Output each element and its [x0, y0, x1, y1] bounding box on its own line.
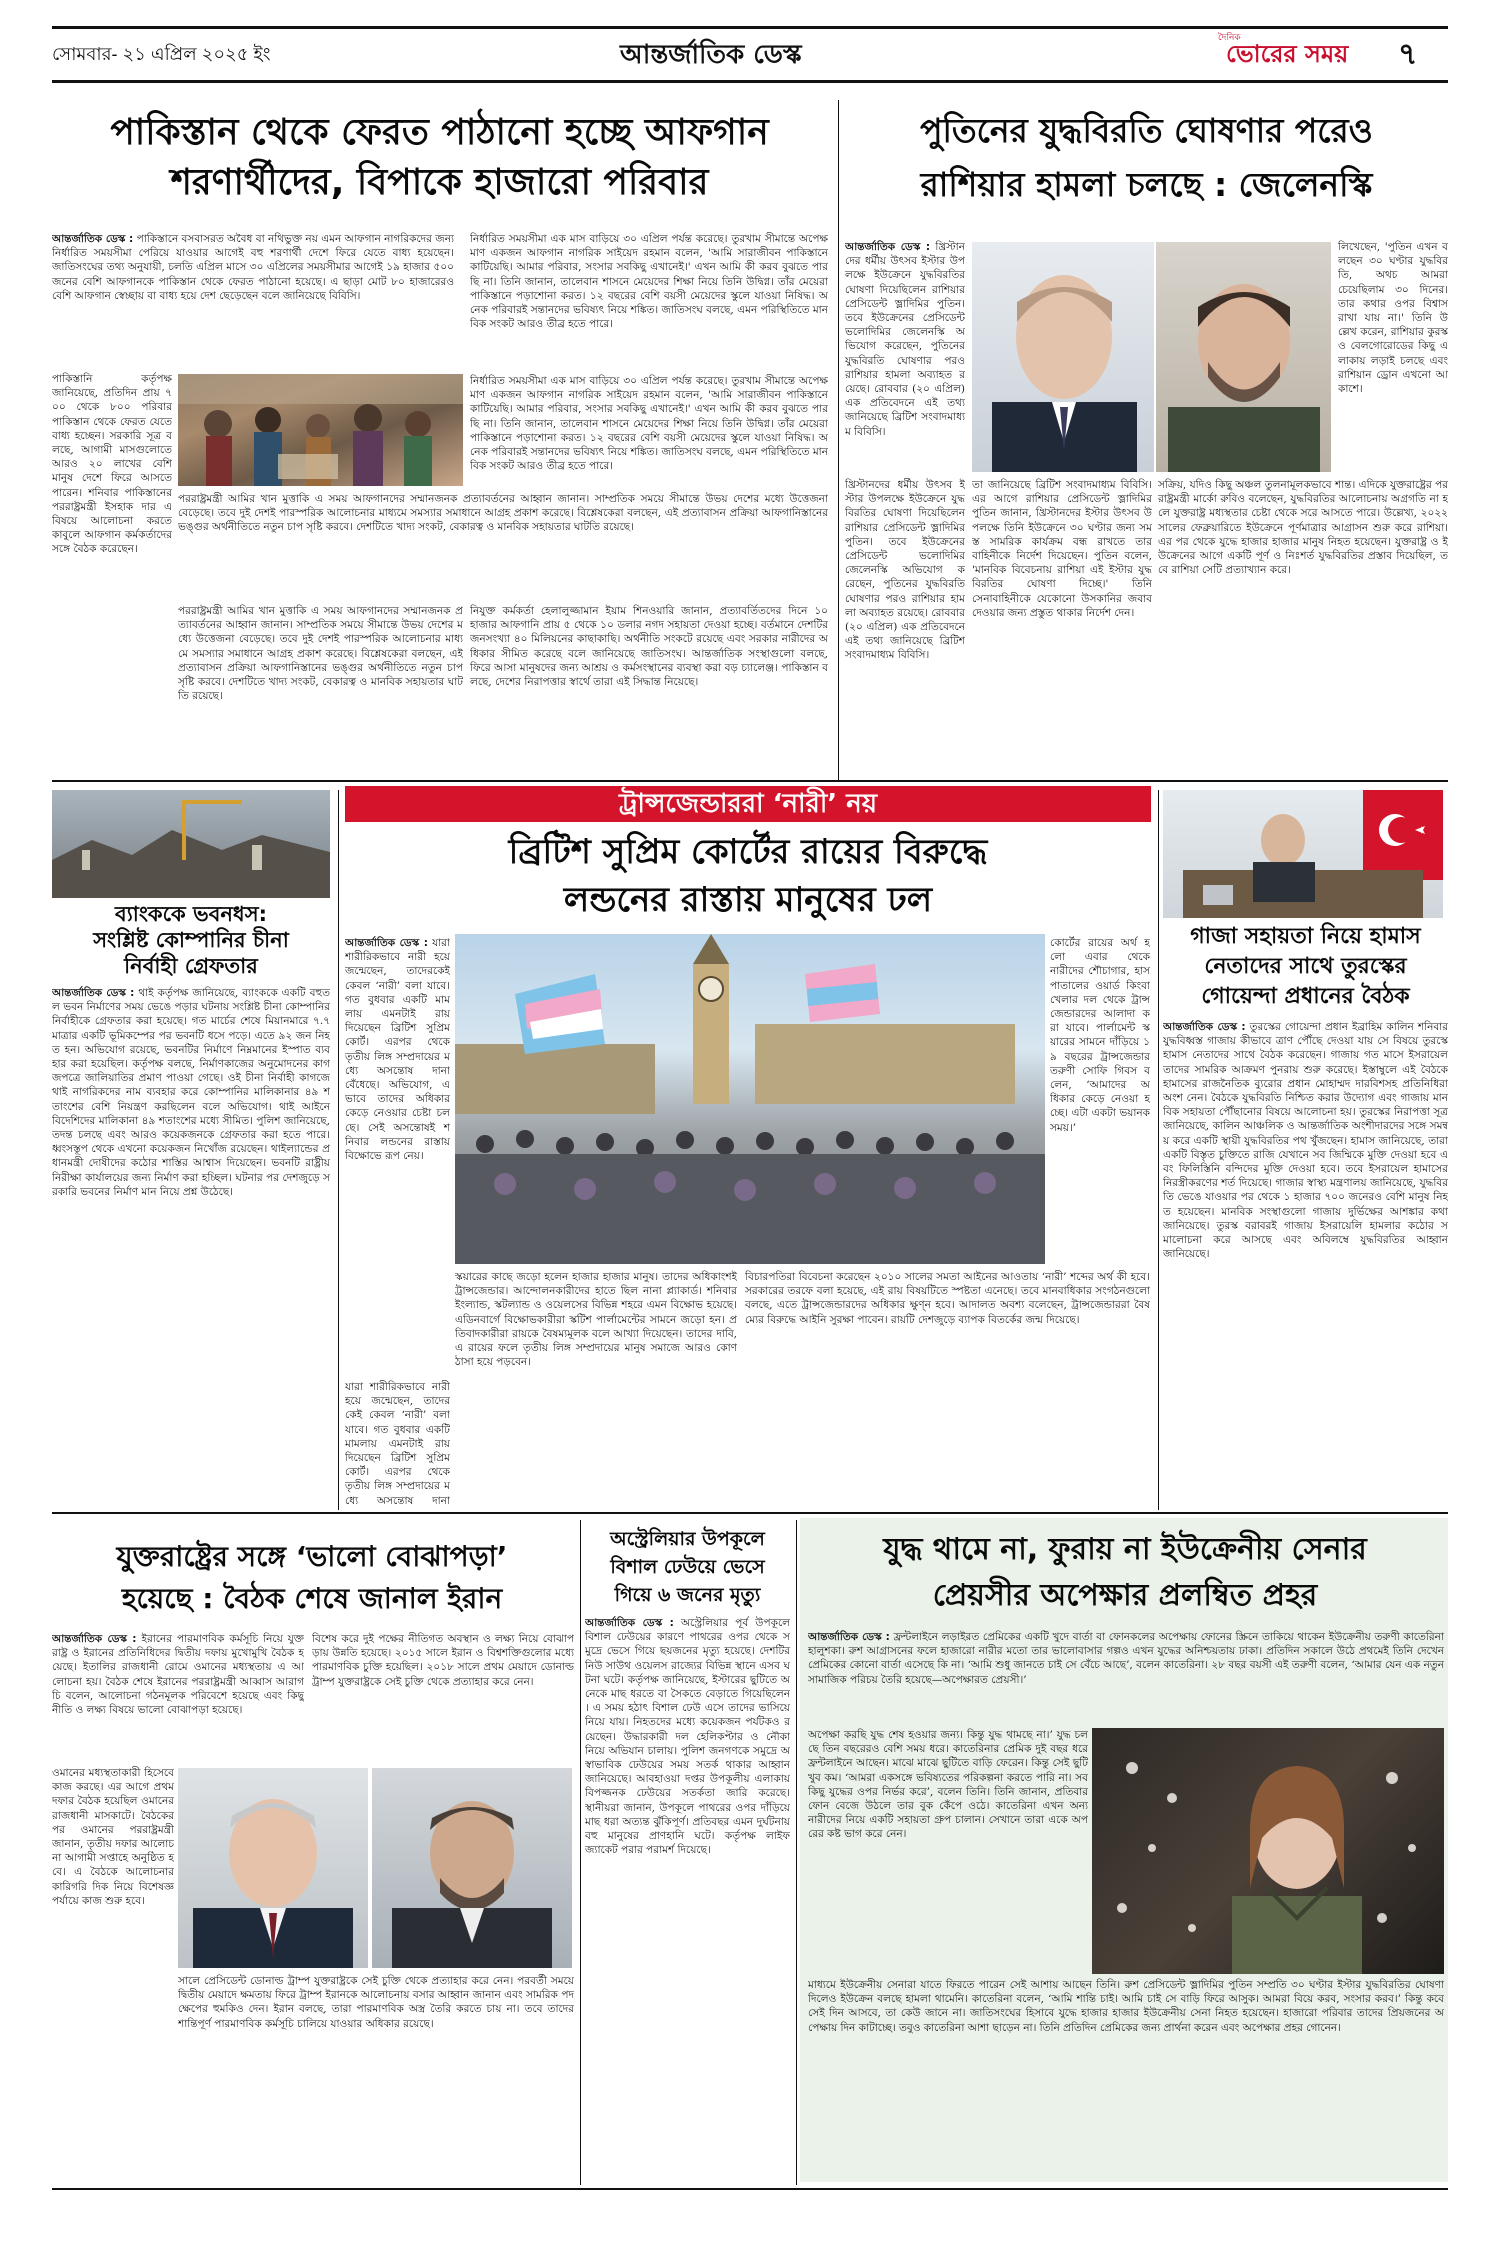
iran-body-bottom-right: সালে প্রেসিডেন্ট ডোনাল্ড ট্রাম্প যুক্তরাষ্ট্রকে সেই চুক্তি থেকে প্রত্যাহার করে নেন। পরবর্তী সময়ে দ্বিতীয় মেয়াদে ক্ষমতায় ফিরে ট্রাম্প ইরানকে আলোচনায় বসার আহ্বান জানান এবং সামরিক পদক্ষেপের হুমকিও দেন। ইরান বলছে, তারা পারমাণবিক অস্ত্র তৈরি করতে চায় না। তবে তাদের শান্তিপূর্ণ পারমাণবিক কর্মসূচি চালিয়ে যাওয়ার অধিকার রয়েছে।: [178, 1975, 574, 2030]
wave-body-text: অস্ট্রেলিয়ার পূর্ব উপকূলে বিশাল ঢেউয়ের কারণে পাথরের ওপর থেকে সমুদ্রে ভেসে গিয়ে ছয়জনের মৃত্যু হয়েছে। দেশটির নিউ সাউথ ওয়েলস রাজ্যের বিভিন্ন স্থানে এসব ঘটনা ঘটে। কর্তৃপক্ষ জানিয়েছে, ইস্টারের ছুটিতে অনেকে মাছ ধরতে বা সৈকতে বেড়াতে গিয়েছিলেন। এ সময় হঠাৎ বিশাল ঢেউ এসে তাদের ভাসিয়ে নিয়ে যায়। নিহতদের মধ্যে কয়েকজন পর্যটকও রয়েছেন। উদ্ধারকারী দল হেলিকপ্টার ও নৌকা নিয়ে অভিযান চালায়। পুলিশ জনগণকে সমুদ্রে অস্বাভাবিক ঢেউয়ের সময় সতর্ক থাকার আহ্বান জানিয়েছে। আবহাওয়া দপ্তর উপকূলীয় এলাকায় বিপজ্জনক ঢেউয়ের সতর্কতা জারি করেছে। স্থানীয়রা জানান, উপকূলে পাথরের ওপর দাঁড়িয়ে মাছ ধরা অত্যন্ত ঝুঁকিপূর্ণ। প্রতিবছর এমন দুর্ঘটনায় বহু মানুষের প্রাণহানি ঘটে। কর্তৃপক্ষ লাইফ জ্যাকেট পরার পরামর্শ দিয়েছে।: [585, 1617, 790, 1857]
gaza-desk: আন্তর্জাতিক ডেস্ক :: [1163, 1021, 1246, 1033]
header-bottom-rule: [52, 80, 1448, 83]
afghan-body-right: নির্ধারিত সময়সীমা এক মাস বাড়িয়ে ৩০ এপ্রিল পর্যন্ত করেছে। তুরখাম সীমান্তে অপেক্ষমাণ একজন আফগান নাগরিক সাইয়েদ রহমান বলেন, 'আমি সারাজীবন পাকিস্তানে কাটিয়েছি। আমার পরিবার, সংসার সবকিছু এখানেই।' এখন আমি কী করব বুঝতে পারছি না। তিনি জানান, তালেবান শাসনে মেয়েদের শিক্ষা নিয়ে তিনি উদ্বিগ্ন। তাঁর মেয়েরা পাকিস্তানে পড়াশোনা করত। ১২ বছরের বেশি বয়সী মেয়েদের স্কুলে যাওয়া নিষিদ্ধ। অনেক পরিবারই সন্তানদের ভবিষ্যৎ নিয়ে শঙ্কিত। জাতিসংঘ বলছে, এমন পরিস্থিতিতে মানবিক সংকট আরও তীব্র হতে পারে।: [470, 233, 828, 331]
bangkok-headline-2: সংশ্লিষ্ট কোম্পানির চীনা: [93, 928, 289, 952]
afghan-body-bottom: পররাষ্ট্রমন্ত্রী আমির খান মুত্তাকি এ সময় আফগানদের সম্মানজনক প্রত্যাবর্তনের আহ্বান জানান। সাম্প্রতিক সময়ে সীমান্তে উভয় দেশের মধ্যে উত্তেজনা বেড়েছে। তবে দুই দেশই পারস্পরিক আলোচনার মাধ্যমে সমস্যার সমাধানে আগ্রহ প্রকাশ করেছে। বিশ্লেষকেরা বলছেন, এই প্রত্যাবাসন প্রক্রিয়া আফগানিস্তানের ভঙ্গুর অর্থনীতিতে নতুন চাপ সৃষ্টি করবে। দেশটিতে খাদ্য সংকট, বেকারত্ব ও মানবিক সহায়তার ঘাটতি রয়েছে।: [178, 493, 828, 534]
section-title: আন্তর্জাতিক ডেস্ক: [620, 40, 802, 70]
gaza-headline-2: নেতাদের সাথে তুরস্কের: [1204, 954, 1407, 979]
ukraine-woman-photo: [1092, 1728, 1444, 1974]
iran-body-bottom-left: ওমানের মধ্যস্থতাকারী হিসেবে কাজ করছে। এর আগে প্রথম দফার বৈঠক হয়েছিল ওমানের রাজধানী মাসকাটে। বৈঠকের পর ওমানের পররাষ্ট্রমন্ত্রী জানান, তৃতীয় দফার আলোচনা আগামী সপ্তাহে অনুষ্ঠিত হবে। এ বৈঠকে আলোচনার কারিগরি দিক নিয়ে বিশেষজ্ঞ পর্যায়ে কাজ শুরু হবে।: [52, 1767, 174, 1907]
bangkok-headline-1: ব্যাংককে ভবনধস:: [115, 902, 267, 926]
afghan-body-left-text: পাকিস্তানে বসবাসরত অবৈধ বা নথিভুক্ত নয় এমন আফগান নাগরিকদের জন্য নির্ধারিত সময়সীমা পেরিয়ে যাওয়ার আগেই বহু শরণার্থী দেশে ফিরে যেতে বাধ্য হয়েছেন। জাতিসংঘের তথ্য অনুযায়ী, চলতি এপ্রিল মাসে ৩০ এপ্রিলের সময়সীমার আগেই ১৯ হাজার ৫০০ জনের বেশি আফগানকে পাকিস্তান থেকে ফেরত পাঠানো হয়েছে। এ ছাড়া মোট ৮০ হাজারেরও বেশি আফগান স্বেচ্ছায় বা বাধ্য হয়ে দেশ ছেড়েছেন বলে জানিয়েছে বিবিসি।: [52, 233, 454, 302]
ukraine-headline-1: যুদ্ধ থামে না, ফুরায় না ইউক্রেনীয় সেনার: [883, 1532, 1367, 1567]
gaza-body-text: তুরস্কের গোয়েন্দা প্রধান ইব্রাহিম কালিন শনিবার যুদ্ধবিধ্বস্ত গাজায় কীভাবে ত্রাণ পৌঁছে দেওয়া যায় সে বিষয়ে তুরস্কে হামাস নেতাদের সাথে বৈঠক করেছেন। গাজায় গত মাসে ইসরায়েল তাদের সামরিক আক্রমণ পুনরায় শুরু করেছে। ইস্তাম্বুলে এই বৈঠকে হামাসের রাজনৈতিক ব্যুরোর প্রধান মোহাম্মদ দারবিশসহ প্রতিনিধিরা অংশ নেন। বৈঠকে যুদ্ধবিরতি নিশ্চিত করার উদ্যোগ এবং গাজায় মানবিক সহায়তা পৌঁছানোর বিষয়ে আলোচনা হয়। তুরস্কের নিরাপত্তা সূত্র জানিয়েছে, কালিন আঞ্চলিক ও আন্তর্জাতিক অংশীদারদের সঙ্গে সমন্বয় করে একটি স্থায়ী যুদ্ধবিরতির পথ খুঁজছেন। হামাস জানিয়েছে, তারা একটি বিস্তৃত চুক্তিতে রাজি যেখানে সব জিম্মিকে মুক্তি দেওয়া হবে এবং ফিলিস্তিনি বন্দিদের মুক্তি দেওয়া হবে। তবে ইসরায়েল হামাসের নিরস্ত্রীকরণের শর্ত দিয়েছে। গাজার স্বাস্থ্য মন্ত্রণালয় জানিয়েছে, যুদ্ধবিরতি ভেঙে যাওয়ার পর থেকে ১ হাজার ৭০০ জনেরও বেশি মানুষ নিহত হয়েছেন। মানবিক সংস্থাগুলো গাজায় দুর্ভিক্ষের আশঙ্কার কথা জানিয়েছে। তুরস্ক বরাবরই গাজায় ইসরায়েলি হামলার কঠোর সমালোচনা করে আসছে এবং অবিলম্বে যুদ্ধবিরতির আহ্বান জানিয়েছে।: [1163, 1021, 1448, 1261]
putin-headline-1: পুতিনের যুদ্ধবিরতি ঘোষণার পরেও: [920, 111, 1373, 150]
header-date: সোমবার- ২১ এপ্রিল ২০২৫ ইং: [52, 44, 271, 64]
bangkok-desk: আন্তর্জাতিক ডেস্ক :: [52, 987, 135, 999]
afghan-headline-1: পাকিস্তান থেকে ফেরত পাঠানো হচ্ছে আফগান: [110, 112, 769, 153]
page-number: ৭: [1398, 37, 1418, 72]
footer-rule: [52, 2188, 1448, 2190]
afghan-headline-2: শরণার্থীদের, বিপাকে হাজারো পরিবার: [170, 162, 709, 203]
ukraine-desk: আন্তর্জাতিক ডেস্ক :: [808, 1631, 890, 1643]
wave-body: [585, 1616, 790, 2178]
putin-body-left-cont: খ্রিস্টানদের ধর্মীয় উৎসব ইস্টার উপলক্ষে ইউক্রেনে যুদ্ধবিরতির ঘোষণা দিয়েছিলেন রাশিয়ার প্রেসিডেন্ট ভ্লাদিমির পুতিন। তবে ইউক্রেনের প্রেসিডেন্ট ভলোদিমির জেলেনস্কি অভিযোগ করেছেন, পুতিনের যুদ্ধবিরতি ঘোষণার পরও রাশিয়ার হামলা অব্যাহত রয়েছে। রোববার (২০ এপ্রিল) এক প্রতিবেদনে এই তথ্য জানিয়েছে ব্রিটিশ সংবাদমাধ্যম বিবিসি।: [845, 479, 965, 662]
wave-headline-3: গিয়ে ৬ জনের মৃত্যু: [614, 1584, 761, 1606]
iran-body-right: বিশেষ করে দুই পক্ষের নীতিগত অবস্থান ও লক্ষ্য নিয়ে বোঝাপড়ায় উন্নতি হয়েছে। ২০১৫ সালে ইরান ও বিশ্বশক্তিগুলোর মধ্যে পারমাণবিক চুক্তি হয়েছিল। ২০১৮ সালে প্রথম মেয়াদে ডোনাল্ড ট্রাম্প যুক্তরাষ্ট্রকে সেই চুক্তি থেকে প্রত্যাহার করে নেন।: [312, 1633, 574, 1688]
gaza-body: [1163, 1020, 1448, 1506]
section-divider-1: [52, 780, 1448, 782]
column-divider-5: [796, 1520, 797, 2185]
bangkok-headline-3: নির্বাহী গ্রেফতার: [124, 954, 258, 978]
logo-small-text: দৈনিক: [1218, 33, 1241, 43]
iran-body-left: [52, 1632, 304, 1764]
trans-body-left-cont: যারা শারীরিকভাবে নারী হয়ে জন্মেছেন, তাদেরকেই কেবল ‘নারী’ বলা যাবে। গত বুধবার একটি মামলায় এমনটাই রায় দিয়েছেন ব্রিটিশ সুপ্রিম কোর্ট। এরপর থেকে তৃতীয় লিঙ্গ সম্প্রদায়ের মধ্যে অসন্তোষ দানা: [345, 1381, 450, 1506]
ukraine-headline-2: প্রেয়সীর অপেক্ষার প্রলম্বিত প্রহর: [932, 1578, 1318, 1613]
wave-headline-2: বিশাল ঢেউয়ে ভেসে: [610, 1556, 765, 1578]
afghan-refugees-photo: [178, 374, 463, 486]
afghan-body-right-lower: নির্ধারিত সময়সীমা এক মাস বাড়িয়ে ৩০ এপ্রিল পর্যন্ত করেছে। তুরখাম সীমান্তে অপেক্ষমাণ একজন আফগান নাগরিক সাইয়েদ রহমান বলেন, 'আমি সারাজীবন পাকিস্তানে কাটিয়েছি। আমার পরিবার, সংসার সবকিছু এখানেই।' এখন আমি কী করব বুঝতে পারছি না। তিনি জানান, তালেবান শাসনে মেয়েদের শিক্ষা নিয়ে তিনি উদ্বিগ্ন। তাঁর মেয়েরা পাকিস্তানে পড়াশোনা করত। ১২ বছরের বেশি বয়সী মেয়েদের স্কুলে যাওয়া নিষিদ্ধ। অনেক পরিবারই সন্তানদের ভবিষ্যৎ নিয়ে শঙ্কিত। জাতিসংঘ বলছে, এমন পরিস্থিতিতে মানবিক সংকট আরও তীব্র হতে পারে।: [470, 375, 828, 473]
putin-body-bottom-left: তা জানিয়েছে ব্রিটিশ সংবাদমাধ্যম বিবিসি। এর আগে রাশিয়ার প্রেসিডেন্ট ভ্লাদিমির পুতিন জানান, খ্রিস্টানদের ইস্টার উৎসব উপলক্ষে তিনি ইউক্রেনে ৩০ ঘণ্টার জন্য সমস্ত সামরিক কার্যক্রম বন্ধ রাখতে তার বাহিনীকে নির্দেশ দিয়েছেন। পুতিন বলেন, 'মানবিক বিবেচনায় রাশিয়া এই ইস্টার যুদ্ধবিরতির ঘোষণা দিচ্ছে।' তিনি সেনাবাহিনীকে যেকোনো উসকানির জবাব দেওয়ার জন্য প্রস্তুত থাকার নির্দেশ দেন।: [972, 479, 1152, 619]
trans-headline-1: ব্রিটিশ সুপ্রিম কোর্টের রায়ের বিরুদ্ধে: [508, 832, 988, 872]
afghan-body-bottom-3: পররাষ্ট্রমন্ত্রী আমির খান মুত্তাকি এ সময় আফগানদের সম্মানজনক প্রত্যাবর্তনের আহ্বান জানান। সাম্প্রতিক সময়ে সীমান্তে উভয় দেশের মধ্যে উত্তেজনা বেড়েছে। তবে দুই দেশই পারস্পরিক আলোচনার মাধ্যমে সমস্যার সমাধানে আগ্রহ প্রকাশ করেছে। বিশ্লেষকেরা বলছেন, এই প্রত্যাবাসন প্রক্রিয়া আফগানিস্তানের ভঙ্গুর অর্থনীতিতে নতুন চাপ সৃষ্টি করবে। দেশটিতে খাদ্য সংকট, বেকারত্ব ও মানবিক সহায়তার ঘাটতি রয়েছে।: [178, 605, 463, 703]
wave-headline-1: অস্ট্রেলিয়ার উপকূলে: [610, 1528, 765, 1550]
bangkok-collapse-photo: [52, 790, 330, 898]
turkey-hamas-meeting-photo: [1163, 790, 1443, 918]
trans-body-right: কোর্টের রায়ের অর্থ হলো এবার থেকে নারীদের শৌচাগার, হাসপাতালের ওয়ার্ড কিংবা খেলার দল থেকে ট্রান্সজেন্ডারদের আলাদা করা যাবে। পার্লামেন্ট স্কয়ারের সামনে দাঁড়িয়ে ১৯ বছরের ট্রান্সজেন্ডার তরুণী সোফি গিবস বলেন, ‘আমাদের অধিকার কেড়ে নেওয়া হচ্ছে। এটা একটা ভয়ানক সময়।’: [1050, 937, 1150, 1134]
trans-body-bottom-left: স্কয়ারের কাছে জড়ো হলেন হাজার হাজার মানুষ। তাদের অধিকাংশই ট্রান্সজেন্ডার। আন্দোলনকারীদের হাতে ছিল নানা প্ল্যাকার্ড। শনিবার ইংল্যান্ড, স্কটল্যান্ড ও ওয়েলসের বিভিন্ন শহরে এমন বিক্ষোভ হয়েছে। এডিনবার্গে বিক্ষোভকারীরা স্কটিশ পার্লামেন্টের সামনে জড়ো হন। প্রতিবাদকারীরা রায়কে বৈষম্যমূলক বলে আখ্যা দিয়েছেন। তাদের দাবি, এ রায়ের ফলে তৃতীয় লিঙ্গ সম্প্রদায়ের মানুষ সমাজে আরও কোণঠাসা হয়ে পড়বেন।: [455, 1271, 737, 1369]
afghan-body-mid: পাকিস্তানি কর্তৃপক্ষ জানিয়েছে, প্রতিদিন প্রায় ৭০০ থেকে ৮০০ পরিবার পাকিস্তান থেকে ফেরত যেতে বাধ্য হচ্ছেন। সরকারি সূত্র বলছে, আগামী মাসগুলোতে আরও ২০ লাখের বেশি মানুষ দেশে ফিরে আসতে পারেন। শনিবার পাকিস্তানের পররাষ্ট্রমন্ত্রী ইসহাক দার এ বিষয়ে আলোচনা করতে কাবুলে আফগান কর্মকর্তাদের সঙ্গে বৈঠক করেছেন।: [52, 373, 172, 556]
bangkok-body: [52, 986, 330, 1506]
iran-body-left-text: ইরানের পারমাণবিক কর্মসূচি নিয়ে যুক্তরাষ্ট্র ও ইরানের প্রতিনিধিদের দ্বিতীয় দফায় মুখোমুখি বৈঠক হয়েছে। ইতালির রাজধানী রোমে ওমানের মধ্যস্থতায় এ আলোচনা হয়। বৈঠক শেষে ইরানের পররাষ্ট্রমন্ত্রী আব্বাস আরাগচি বলেন, আলোচনা গঠনমূলক পরিবেশে হয়েছে এবং কিছু নীতি ও লক্ষ্য বিষয়ে ভালো বোঝাপড়া হয়েছে।: [52, 1633, 304, 1717]
trans-headline-2: লন্ডনের রাস্তায় মানুষের ঢল: [563, 880, 933, 920]
column-divider-2: [338, 790, 339, 1510]
section-divider-2: [52, 1512, 1448, 1514]
afghan-body-left: [52, 232, 454, 372]
ukraine-body-left: অপেক্ষা করছি যুদ্ধ শেষ হওয়ার জন্য। কিন্তু যুদ্ধ থামছে না।’ যুদ্ধ চলছে তিন বছরেরও বেশি সময় ধরে। কাতেরিনার প্রেমিক দুই বছর ধরে ফ্রন্টলাইনে আছেন। মাঝে মাঝে ছুটিতে বাড়ি ফেরেন। কিন্তু সেই ছুটি খুব কম। ‘আমরা একসঙ্গে ভবিষ্যতের পরিকল্পনা করতে পারি না। সব কিছু যুদ্ধের ওপর নির্ভর করে’, বলেন তিনি। তিনি জানান, প্রতিবার ফোন বেজে উঠলে তার বুক কেঁপে ওঠে। কাতেরিনা এখন অন্য নারীদের নিয়ে একটি সহায়তা গ্রুপ চালান। সেখানে তারা একে অপরের কষ্ট ভাগ করে নেন।: [808, 1729, 1088, 1841]
iran-headline-1: যুক্তরাষ্ট্রের সঙ্গে ‘ভালো বোঝাপড়া’: [116, 1540, 508, 1573]
trans-body-left-text: যারা শারীরিকভাবে নারী হয়ে জন্মেছেন, তাদেরকেই কেবল ‘নারী’ বলা যাবে। গত বুধবার একটি মামলায় এমনটাই রায় দিয়েছেন ব্রিটিশ সুপ্রিম কোর্ট। এরপর থেকে তৃতীয় লিঙ্গ সম্প্রদায়ের মধ্যে অসন্তোষ দানা বেঁধেছে। অভিযোগ, এভাবে তাদের অধিকার কেড়ে নেওয়ার চেষ্টা চলছে। সেই অসন্তোষই শনিবার লন্ডনের রাস্তায় বিক্ষোভে রূপ নেয়।: [345, 937, 450, 1163]
iran-desk: আন্তর্জাতিক ডেস্ক :: [52, 1633, 137, 1645]
gaza-headline-3: গোয়েন্দা প্রধানের বৈঠক: [1201, 984, 1410, 1009]
column-divider-3: [1158, 790, 1159, 1510]
column-divider-4: [580, 1520, 581, 2185]
ukraine-body-top-text: ফ্রন্টলাইনে লড়াইরত প্রেমিকের একটি খুদে বার্তা বা ফোনকলের অপেক্ষায় ফোনের স্ক্রিনে তাকিয়ে থাকেন ইউক্রেনীয় তরুণী কাতেরিনা হালুশকা। রুশ আগ্রাসনের ফলে হাজারো নারীর মতো তার ভালোবাসার গল্পও এখন যুদ্ধের অনিশ্চয়তায় ঢাকা। প্রতিদিন সকালে উঠে প্রথমেই তিনি দেখেন প্রেমিকের কোনো বার্তা এসেছে কি না। ‘আমি শুধু জানতে চাই সে বেঁচে আছে’, বলেন কাতেরিনা। ২৮ বছর বয়সী এই তরুণী বলেন, ‘আমার যেন এক নতুন সামাজিক পরিচয় তৈরি হয়েছে—অপেক্ষারত প্রেয়সী।’: [808, 1631, 1444, 1686]
afghan-body-bottom-2: নিযুক্ত কর্মকর্তা হেলালুজ্জামান ইয়াম শিনওয়ারি জানান, প্রত্যাবর্তিতদের দিনে ১০ হাজার আফগানি প্রায় ৫ থেকে ১০ ডলার নগদ সহায়তা দেওয়া হচ্ছে। বর্তমানে দেশটির জনসংখ্যা ৪০ মিলিয়নের কাছাকাছি। অর্থনীতি সংকটে রয়েছে এবং সরকার নারীদের অধিকার সীমিত করেছে বলে জানিয়েছে জাতিসংঘ। আন্তর্জাতিক সংস্থাগুলো বলছে, ফিরে আসা মানুষদের জন্য আশ্রয় ও কর্মসংস্থানের ব্যবস্থা করা বড় চ্যালেঞ্জ। পাকিস্তান বলছে, দেশের নিরাপত্তার স্বার্থে তারা এই সিদ্ধান্ত নিয়েছে।: [470, 605, 828, 689]
ukraine-body-bottom: মাধ্যমে ইউক্রেনীয় সেনারা যাতে ফিরতে পারেন সেই আশায় আছেন তিনি। রুশ প্রেসিডেন্ট ভ্লাদিমির পুতিন সম্প্রতি ৩০ ঘণ্টার ইস্টার যুদ্ধবিরতির ঘোষণা দিলেও ইউক্রেন বলছে হামলা থামেনি। কাতেরিনা বলেন, ‘আমি শান্তি চাই। আমি চাই সে বাড়ি ফিরে আসুক। আমরা বিয়ে করব, সংসার করব।’ কিন্তু কবে সেই দিন আসবে, তা কেউ জানে না। জাতিসংঘের হিসাবে যুদ্ধে হাজার হাজার ইউক্রেনীয় সেনা নিহত হয়েছেন। হাজারো পরিবার তাদের প্রিয়জনের অপেক্ষায় দিন কাটাচ্ছে। তবুও কাতেরিনা আশা ছাড়েন না। তিনি প্রতিদিন প্রেমিকের জন্য প্রার্থনা করেন এবং অপেক্ষার প্রহর গোনেন।: [808, 1979, 1444, 2034]
iran-headline-2: হয়েছে : বৈঠক শেষে জানাল ইরান: [121, 1582, 503, 1615]
afghan-desk: আন্তর্জাতিক ডেস্ক :: [52, 233, 134, 245]
ukraine-body-top: [808, 1630, 1444, 1726]
iran-minister-photo: [372, 1768, 572, 1968]
logo-main-text: ভোরের সময়: [1226, 39, 1349, 68]
wave-desk: আন্তর্জাতিক ডেস্ক :: [585, 1617, 674, 1629]
column-divider-1: [838, 100, 839, 780]
trans-desk: আন্তর্জাতিক ডেস্ক :: [345, 937, 428, 949]
putin-body-bottom-right: সক্রিয়, যদিও কিছু অঞ্চল তুলনামূলকভাবে শান্ত। এদিকে যুক্তরাষ্ট্রের পররাষ্ট্রমন্ত্রী মার্কো রুবিও বলেছেন, যুদ্ধবিরতির আলোচনায় অগ্রগতি না হলে যুক্তরাষ্ট্র মধ্যস্থতার চেষ্টা থেকে সরে আসতে পারে। উল্লেখ্য, ২০২২ সালের ফেব্রুয়ারিতে ইউক্রেনে পূর্ণমাত্রার আগ্রাসন শুরু করে রাশিয়া। এর পর থেকে যুদ্ধে হাজার হাজার মানুষ নিহত হয়েছেন। যুক্তরাষ্ট্র ও ইউক্রেনের আগে একটি পূর্ণ ও নিঃশর্ত যুদ্ধবিরতির প্রস্তাব দিয়েছিল, তবে রাশিয়া সেটি প্রত্যাখ্যান করে।: [1158, 479, 1448, 577]
trans-kicker-banner: [345, 786, 1151, 822]
trans-body-bottom-right: বিচারপতিরা বিবেচনা করেছেন ২০১০ সালের সমতা আইনের আওতায় ‘নারী’ শব্দের অর্থ কী হবে। সরকারের তরফে বলা হয়েছে, এই রায় বিষয়টিতে স্পষ্টতা এনেছে। তবে মানবাধিকার সংগঠনগুলো বলছে, এতে ট্রান্সজেন্ডারদের অধিকার ক্ষুণ্ন হবে। আদালত অবশ্য বলেছেন, ট্রান্সজেন্ডাররা বৈষম্যের বিরুদ্ধে আইনি সুরক্ষা পাবেন। রায়টি দেশজুড়ে ব্যাপক বিতর্কের জন্ম দিয়েছে।: [745, 1271, 1150, 1326]
bangkok-body-text: থাই কর্তৃপক্ষ জানিয়েছে, ব্যাংককে একটি বহুতল ভবন নির্মাণের সময় ভেঙে পড়ার ঘটনায় সংশ্লিষ্ট চীনা কোম্পানির নির্বাহীকে গ্রেফতার করা হয়েছে। গত মার্চের শেষে মিয়ানমারে ৭.৭ মাত্রার একটি ভূমিকম্পের পর ভবনটি ধসে পড়ে। এতে ৯২ জন নিহত হন। অভিযোগ রয়েছে, ভবনটির নির্মাণে নিম্নমানের ইস্পাত ব্যবহার করা হয়েছিল। কর্তৃপক্ষ বলছে, নির্মাণকাজের অনুমোদনের কাগজপত্রে জালিয়াতির প্রমাণ পাওয়া গেছে। ওই চীনা নির্বাহী কাগজে থাই নাগরিকদের নাম ব্যবহার করে কোম্পানির মালিকানার ৪৯ শতাংশের বেশি নিয়ন্ত্রণ করছিলেন বলে অভিযোগ। থাই আইনে বিদেশিদের মালিকানা ৪৯ শতাংশের মধ্যে সীমিত। পুলিশ জানিয়েছে, তদন্ত চলছে এবং আরও কয়েকজনকে গ্রেফতার করা হতে পারে। ধ্বংসস্তূপ থেকে এখনো কয়েকজন নিখোঁজ রয়েছেন। থাইল্যান্ডের প্রধানমন্ত্রী দোষীদের কঠোর শাস্তির আশ্বাস দিয়েছেন। ভবনটি রাষ্ট্রীয় নিরীক্ষা কার্যালয়ের জন্য নির্মাণ করা হচ্ছিল। ঘটনার পর দেশজুড়ে সরকারি ভবনের নির্মাণ মান নিয়ে প্রশ্ন উঠেছে।: [52, 987, 330, 1198]
putin-photo: [972, 242, 1154, 472]
gaza-headline-1: গাজা সহায়তা নিয়ে হামাস: [1190, 924, 1421, 949]
london-protest-photo: [455, 934, 1045, 1264]
newspaper-logo: [1218, 28, 1388, 72]
putin-desk: আন্তর্জাতিক ডেস্ক :: [845, 241, 931, 253]
putin-headline-2: রাশিয়ার হামলা চলছে : জেলেনস্কি: [920, 165, 1373, 204]
putin-body-left-text: খ্রিস্টানদের ধর্মীয় উৎসব ইস্টার উপলক্ষে ইউক্রেনে যুদ্ধবিরতির ঘোষণা দিয়েছিলেন রাশিয়ার প্রেসিডেন্ট ভ্লাদিমির পুতিন। তবে ইউক্রেনের প্রেসিডেন্ট ভলোদিমির জেলেনস্কি অভিযোগ করেছেন, পুতিনের যুদ্ধবিরতি ঘোষণার পরও রাশিয়ার হামলা অব্যাহত রয়েছে। রোববার (২০ এপ্রিল) এক প্রতিবেদনে এই তথ্য জানিয়েছে ব্রিটিশ সংবাদমাধ্যম বিবিসি।: [845, 241, 965, 438]
putin-body-right: লিখেছেন, 'পুতিন এখন বলছেন ৩০ ঘণ্টার যুদ্ধবিরতি, অথচ আমরা চেয়েছিলাম ৩০ দিনের। তার কথার ওপর বিশ্বাস রাখা যায় না।' তিনি উল্লেখ করেন, রাশিয়ার কুরস্ক ও বেলগোরোডের কিছু এলাকায় লড়াই চলছে এবং রাশিয়ান ড্রোন এখনো আকাশে।: [1338, 241, 1448, 396]
trans-kicker-text: ট্রান্সজেন্ডাররা ‘নারী’ নয়: [618, 789, 878, 819]
us-envoy-photo: [178, 1768, 368, 1968]
zelensky-photo: [1156, 242, 1331, 472]
trans-body-left: [345, 936, 450, 1376]
